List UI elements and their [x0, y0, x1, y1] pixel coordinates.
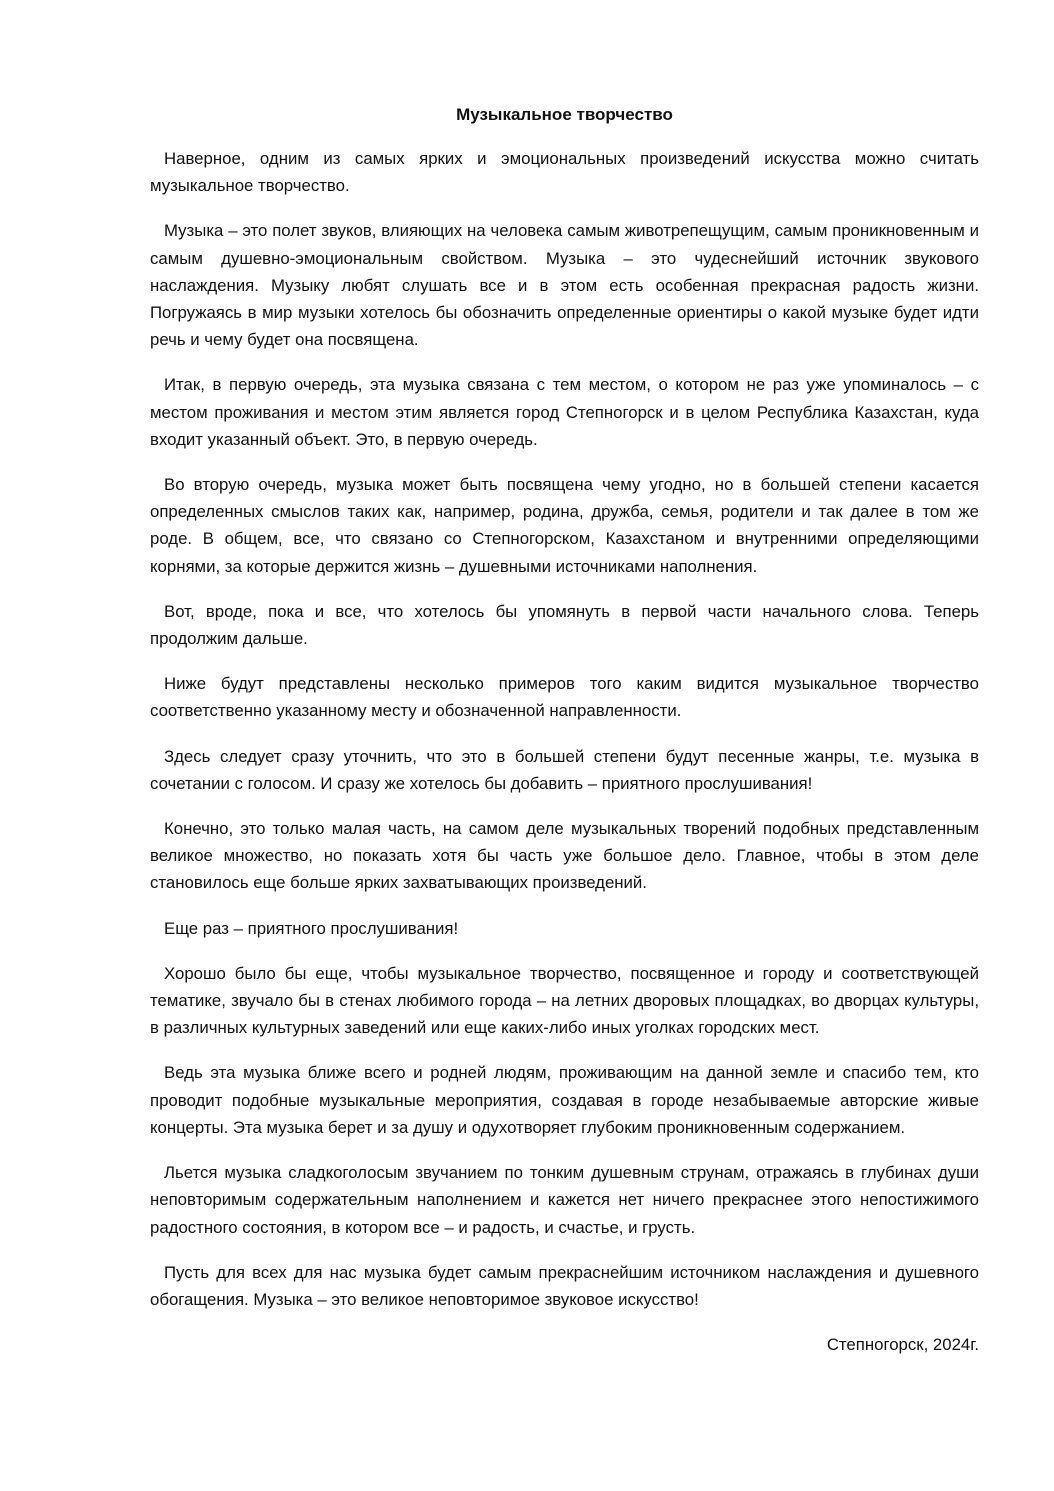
paragraph: Здесь следует сразу уточнить, что это в большей степени будут песенные жанры, т.е. музыка в сочетании с голосом. И сразу же хотелось бы добавить – приятного прослушивания! [150, 746, 979, 793]
paragraph: Во вторую очередь, музыка может быть посвящена чему угодно, но в большей степени касается определенных смыслов таких как, например, родина, дружба, семья, родители и так далее в том же роде. В общем, все, что связано со Степногорском, Казахстаном и внутренними определяющими корнями, за которые держится жизнь – душевными источниками наполнения. [150, 475, 979, 576]
document-body [150, 101, 979, 1358]
paragraph: Музыка – это полет звуков, влияющих на человека самым животрепещущим, самым проникновенным и самым душевно-эмоциональным свойством. Музыка – это чудеснейший источник звукового наслаждения. Музыку любят слушать все и в этом есть особенная прекрасная радость жизни. Погружаясь в мир музыки хотелось бы обозначить определенные ориентиры о какой музыке будет идти речь и чему будет она посвящена. [150, 221, 979, 350]
paragraph: Конечно, это только малая часть, на самом деле музыкальных творений подобных представленным великое множество, но показать хотя бы часть уже большое дело. Главное, чтобы в этом деле становилось еще больше ярких захватывающих произведений. [150, 819, 979, 893]
paragraph: Наверное, одним из самых ярких и эмоциональных произведений искусства можно считать музыкальное творчество. [150, 149, 979, 196]
paragraph: Хорошо было бы еще, чтобы музыкальное творчество, посвященное и городу и соответствующей тематике, звучало бы в стенах любимого города – на летних дворовых площадках, во дворцах культуры, в различных культурных заведений или еще каких-либо иных уголках городских мест. [150, 963, 979, 1038]
paragraph: Вот, вроде, пока и все, что хотелось бы упомянуть в первой части начального слова. Теперь продолжим дальше. [150, 601, 979, 649]
paragraph: Ниже будут представлены несколько примеров того каким видится музыкальное творчество соответственно указанному месту и обозначенной направленности. [150, 674, 979, 721]
place-date-signature: Степногорск, 2024г. [826, 1335, 979, 1355]
paragraph: Итак, в первую очередь, эта музыка связана с тем местом, о котором не раз уже упоминалось – с местом проживания и местом этим является город Степногорск и в целом Республика Казахстан, куда входит указанный объект. Это, в первую очередь. [150, 375, 979, 449]
paragraph: Ведь эта музыка ближе всего и родней людям, проживающим на данной земле и спасибо тем, кто проводит подобные музыкальные мероприятия, создавая в городе незабываемые авторские живые концерты. Эта музыка берет и за душу и одухотворяет глубоким проникновенным содержанием. [150, 1063, 979, 1137]
paragraph: Льется музыка сладкоголосым звучанием по тонким душевным струнам, отражаясь в глубинах души неповторимым содержательным наполнением и кажется нет ничего прекраснее этого непостижимого радостного состояния, в котором все – и радость, и счастье, и грусть. [150, 1163, 979, 1237]
paragraph: Пусть для всех для нас музыка будет самым прекраснейшим источником наслаждения и душевного обогащения. Музыка – это великое неповторимое звуковое искусство! [150, 1262, 979, 1309]
document-title: Музыкальное творчество [456, 105, 673, 124]
paragraph: Еще раз – приятного прослушивания! [164, 918, 459, 938]
